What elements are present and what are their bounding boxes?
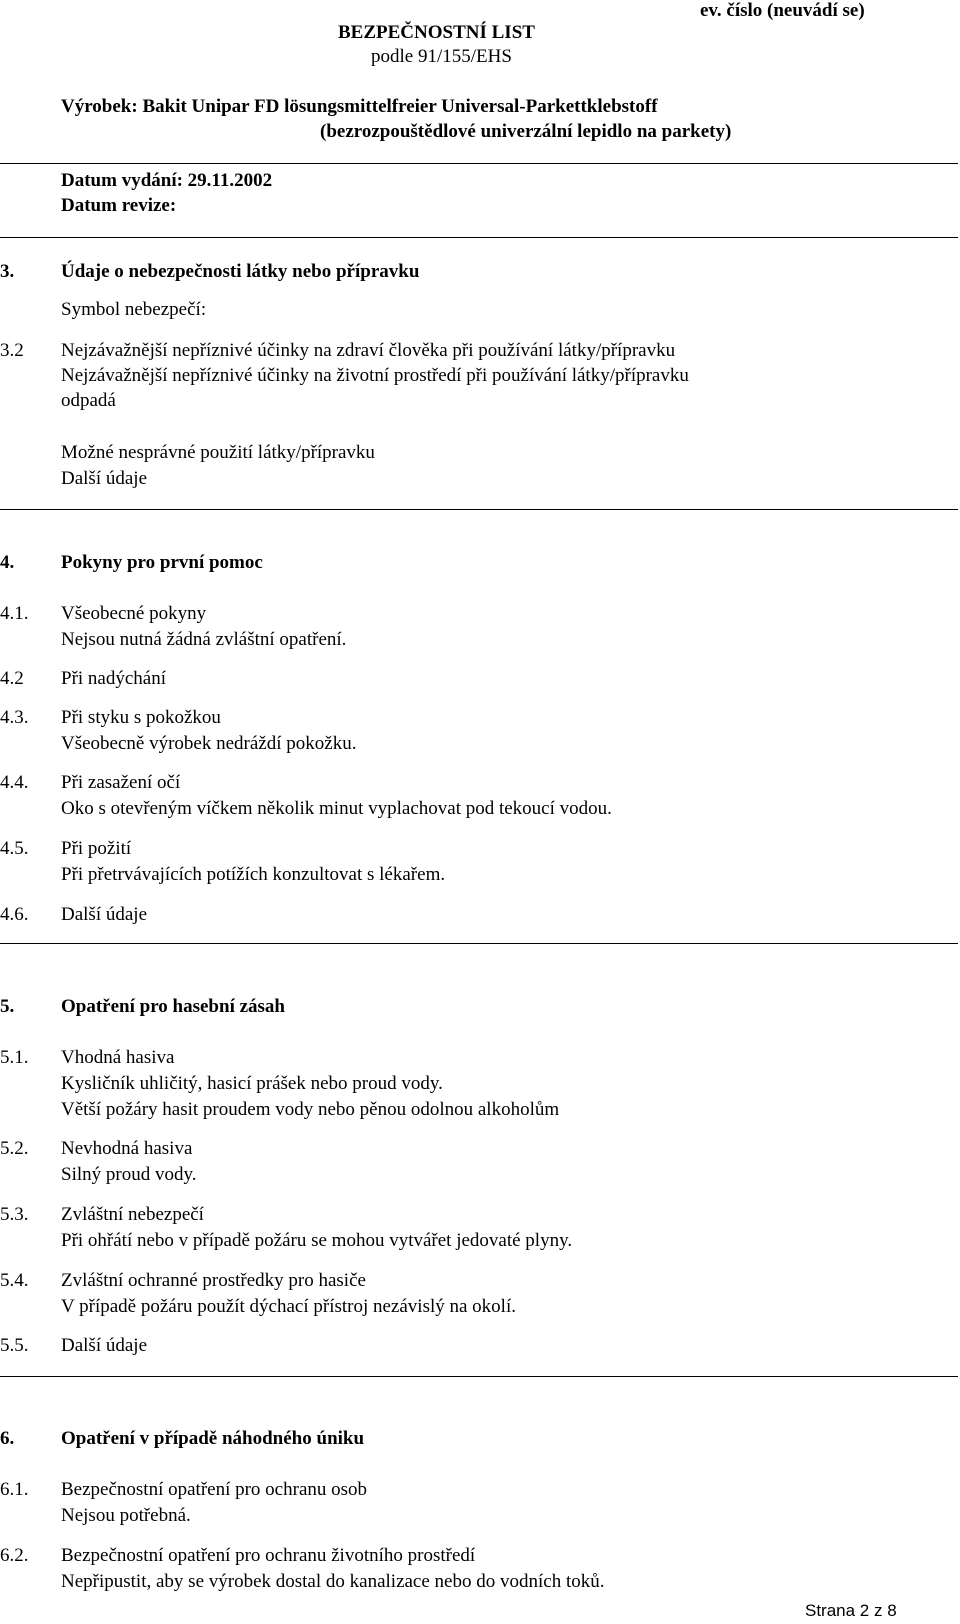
subsection-title: Nevhodná hasiva xyxy=(61,1138,193,1159)
subsection-title: Zvláštní ochranné prostředky pro hasiče xyxy=(61,1270,366,1291)
subsection-text: Silný proud vody. xyxy=(61,1164,197,1185)
subsection-number: 5.2. xyxy=(0,1138,29,1159)
ev-number: ev. číslo (neuvádí se) xyxy=(700,0,865,21)
subsection-number: 4.1. xyxy=(0,603,29,624)
section-number: 5. xyxy=(0,996,15,1017)
subsection-text: Kysličník uhličitý, hasicí prášek nebo proud vody. xyxy=(61,1073,443,1094)
subsection-text: Nejzávažnější nepříznivé účinky na životní prostředí při používání látky/přípravku xyxy=(61,365,689,386)
date-issued: Datum vydání: 29.11.2002 xyxy=(61,170,273,191)
subsection-number: 5.5. xyxy=(0,1335,29,1356)
subsection-text: Nejsou potřebná. xyxy=(61,1505,191,1526)
subsection-text: Při přetrvávajících potížích konzultovat s lékařem. xyxy=(61,864,446,885)
subsection-number: 6.2. xyxy=(0,1545,29,1566)
subsection-number: 4.2 xyxy=(0,668,24,689)
subsection-title: Bezpečnostní opatření pro ochranu životního prostředí xyxy=(61,1545,476,1566)
divider xyxy=(0,1376,958,1377)
section-title: Opatření v případě náhodného úniku xyxy=(61,1428,365,1449)
subsection-title: Při požití xyxy=(61,838,132,859)
subsection-number: 5.4. xyxy=(0,1270,29,1291)
subsection-title: Zvláštní nebezpečí xyxy=(61,1204,204,1225)
subsection-title: Bezpečnostní opatření pro ochranu osob xyxy=(61,1479,368,1500)
subsection-number: 6.1. xyxy=(0,1479,29,1500)
divider xyxy=(0,943,958,944)
subsection-title: Další údaje xyxy=(61,904,148,925)
subsection-number: 3.2 xyxy=(0,340,24,361)
section-number: 4. xyxy=(0,552,15,573)
section-number: 6. xyxy=(0,1428,15,1449)
subsection-title: Při zasažení očí xyxy=(61,772,181,793)
subsection-number: 4.4. xyxy=(0,772,29,793)
subsection-title: Další údaje xyxy=(61,1335,148,1356)
subsection-number: 4.3. xyxy=(0,707,29,728)
subsection-text: Nepřipustit, aby se výrobek dostal do kanalizace nebo do vodních toků. xyxy=(61,1571,605,1592)
subsection-number: 5.3. xyxy=(0,1204,29,1225)
section-title: Opatření pro hasební zásah xyxy=(61,996,285,1017)
subsection-text: Při ohřátí nebo v případě požáru se mohou vytvářet jedovaté plyny. xyxy=(61,1230,573,1251)
subsection-number: 4.5. xyxy=(0,838,29,859)
hazard-symbol-label: Symbol nebezpečí: xyxy=(61,299,207,320)
product-description: (bezrozpouštědlové univerzální lepidlo na parkety) xyxy=(320,121,732,142)
header-divider xyxy=(0,163,958,164)
page-number: Strana 2 z 8 xyxy=(805,1601,897,1620)
subsection-title: Všeobecné pokyny xyxy=(61,603,207,624)
misuse-label: Možné nesprávné použití látky/přípravku xyxy=(61,442,375,463)
subsection-title: Vhodná hasiva xyxy=(61,1047,175,1068)
section-title: Údaje o nebezpečnosti látky nebo přípravku xyxy=(61,261,420,282)
document-subtitle: podle 91/155/EHS xyxy=(371,46,512,67)
product-name: Výrobek: Bakit Unipar FD lösungsmittelfreier Universal-Parkettklebstoff xyxy=(61,96,658,117)
subsection-text: Větší požáry hasit proudem vody nebo pěnou odolnou alkoholům xyxy=(61,1099,560,1120)
subsection-text: Nejzávažnější nepříznivé účinky na zdraví člověka při používání látky/přípravku xyxy=(61,340,676,361)
subsection-text: Všeobecně výrobek nedráždí pokožku. xyxy=(61,733,357,754)
subsection-number: 4.6. xyxy=(0,904,29,925)
section-number: 3. xyxy=(0,261,15,282)
subsection-title: Při styku s pokožkou xyxy=(61,707,221,728)
subsection-text: Nejsou nutná žádná zvláštní opatření. xyxy=(61,629,347,650)
subsection-title: Při nadýchání xyxy=(61,668,167,689)
divider xyxy=(0,509,958,510)
section-title: Pokyny pro první pomoc xyxy=(61,552,263,573)
document-title: BEZPEČNOSTNÍ LIST xyxy=(338,22,535,43)
date-revised: Datum revize: xyxy=(61,195,177,216)
subsection-text: Oko s otevřeným víčkem několik minut vyplachovat pod tekoucí vodou. xyxy=(61,798,612,819)
subsection-number: 5.1. xyxy=(0,1047,29,1068)
subsection-text: odpadá xyxy=(61,390,116,411)
other-info-label: Další údaje xyxy=(61,468,148,489)
subsection-text: V případě požáru použít dýchací přístroj nezávislý na okolí. xyxy=(61,1296,516,1317)
divider xyxy=(0,237,958,238)
